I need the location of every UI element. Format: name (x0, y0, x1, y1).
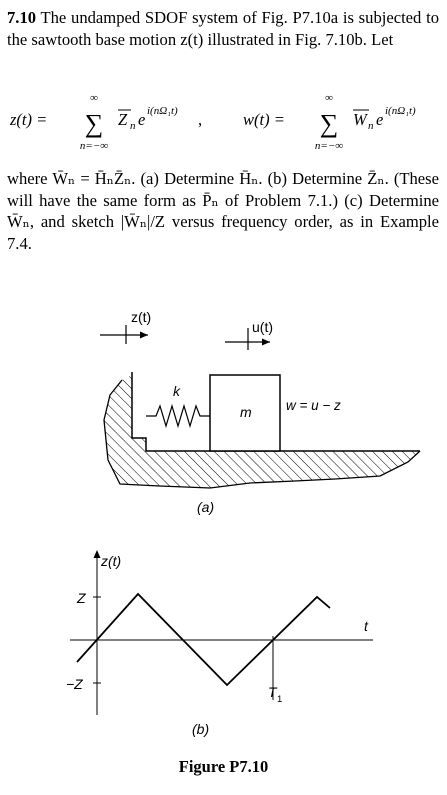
z-series-equation (10, 87, 215, 157)
z-neg-label: −Z (66, 676, 83, 692)
t-axis-label: t (364, 618, 368, 634)
relation-label: w = u − z (286, 398, 341, 413)
z-sum-bottom: n=−∞ (79, 140, 109, 152)
figure-a (100, 309, 420, 515)
z-term: Z (118, 110, 128, 129)
spring-k-label: k (173, 383, 180, 399)
w-term: W (353, 110, 367, 129)
mass-m-label: m (240, 404, 252, 420)
problem-statement (7, 7, 439, 50)
z-pos-label: Z (77, 590, 86, 606)
panel-b-label: (b) (192, 721, 210, 737)
z-sum-sigma: ∑ (84, 109, 104, 138)
u-motion-arrow (225, 319, 273, 350)
z-lhs: z(t) = (10, 110, 48, 129)
problem-number: 7.10 (7, 8, 37, 27)
panel-a-label: (a) (197, 499, 215, 515)
z-comma: , (198, 110, 203, 129)
fourier-series-equations (0, 87, 447, 159)
z-axis-label: z(t) (101, 553, 122, 569)
figure-caption: Figure P7.10 (178, 757, 269, 776)
spring (146, 406, 210, 426)
w-series-equation (243, 87, 443, 157)
z-term-sub: n (130, 120, 136, 132)
figure-p7-10 (0, 295, 447, 795)
w-term-sub: n (368, 120, 374, 132)
w-sum-bottom: n=−∞ (314, 140, 344, 152)
w-sum-top: ∞ (325, 92, 333, 104)
y-axis-arrowhead (94, 550, 101, 558)
w-e: e (376, 110, 384, 129)
w-exponent: i(nΩ₁t) (385, 105, 416, 117)
z-motion-arrow (100, 309, 151, 344)
problem-intro: The undamped SDOF system of Fig. P7.10a is subjected to the sawtooth base motion z(t) illustrated in Fig. 7.10b. Let (7, 8, 439, 49)
where-paragraph: where W̄ₙ = H̄ₙZ̄ₙ. (a) Determine H̄ₙ. (b) Determine Z̄ₙ. (These will have the same form as P̄ₙ of Problem 7.1.) (c) Determine W̄ₙ, and sketch |W̄ₙ|/Z versus frequency order, as in Example 7.4. (7, 169, 439, 253)
z-exponent: i(nΩ₁t) (147, 105, 178, 117)
figure-b (66, 550, 373, 737)
w-lhs: w(t) = (243, 110, 285, 129)
z-t-label: z(t) (131, 309, 152, 325)
w-sum-sigma: ∑ (319, 109, 339, 138)
z-sum-top: ∞ (90, 92, 98, 104)
z-e: e (138, 110, 146, 129)
period-sub: 1 (277, 694, 283, 705)
u-t-label: u(t) (252, 319, 273, 335)
period-label: T (268, 684, 277, 700)
